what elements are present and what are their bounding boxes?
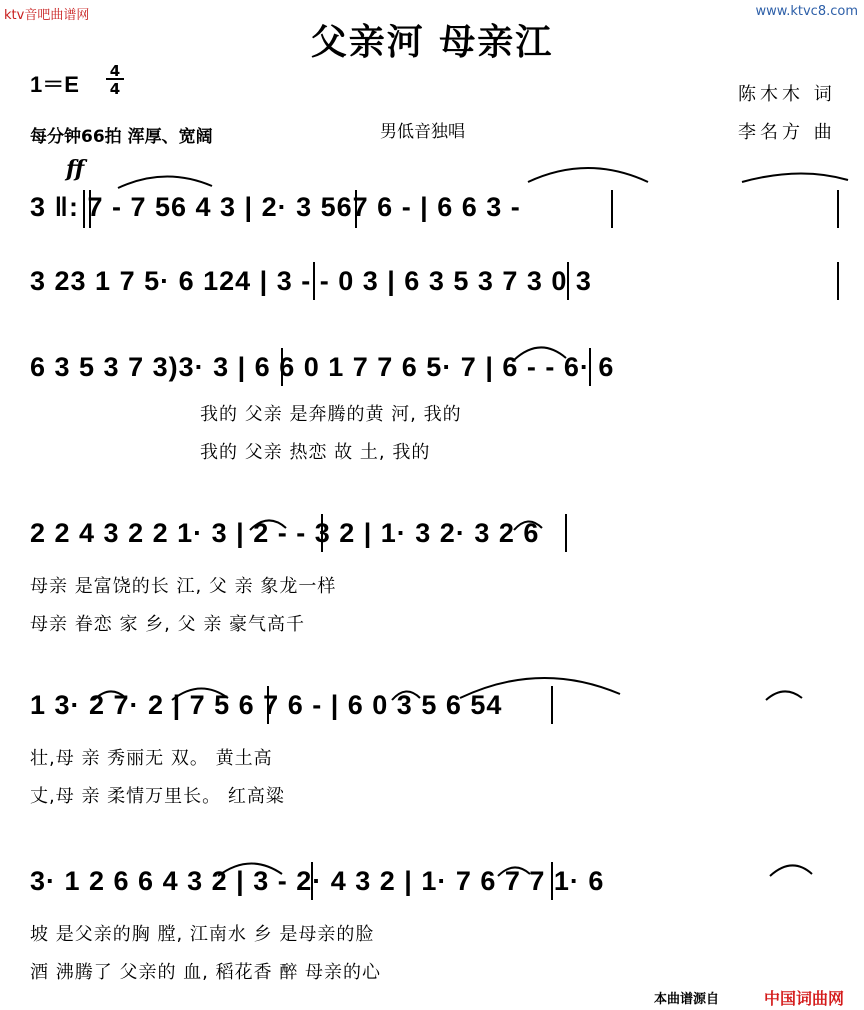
- notation-row-1: 3 ‖: 7 - 7 56 4 3 | 2· 3 567 6 - | 6 6 3 -: [30, 192, 521, 222]
- notation-row-3: 6 3 5 3 7 3)3· 3 | 6 6 0 1 7 7 6 5· 7 | 6 - - 6· 6: [30, 352, 615, 382]
- notation-row-5: 1 3· 2 7· 2 | 7 5 6 7 6 - | 6 0 3 5 6 54: [30, 690, 503, 720]
- lyric-row-3-verse-2: 我的 父亲 热恋 故 土, 我的: [200, 442, 431, 463]
- lyric-row-5-verse-1: 壮,母 亲 秀丽无 双。 黄土高: [30, 748, 273, 769]
- voice-type: 男低音独唱: [380, 122, 465, 142]
- lyric-row-3-verse-1: 我的 父亲 是奔腾的黄 河, 我的: [200, 404, 462, 425]
- song-title: 父亲河 母亲江: [310, 21, 554, 63]
- dynamic-marking: ff: [66, 156, 85, 182]
- time-signature-bottom: 4: [109, 80, 121, 98]
- tempo-marking: 每分钟66拍 浑厚、宽阔: [30, 127, 213, 147]
- key-signature: 1＝E: [30, 72, 79, 97]
- lyricist-credit: 陈木木 词: [738, 84, 836, 105]
- lyric-row-6-verse-2: 酒 沸腾了 父亲的 血, 稻花香 醉 母亲的心: [30, 962, 382, 983]
- notation-row-6: 3· 1 2 6 6 4 3 2 | 3 - 2· 4 3 2 | 1· 7 6 7 7 1· 6: [30, 866, 605, 896]
- watermark-right: www.ktvc8.com: [755, 4, 858, 19]
- composer-credit: 李名方 曲: [738, 122, 836, 143]
- watermark-left: ktv音吧曲谱网: [4, 8, 90, 23]
- lyric-row-5-verse-2: 丈,母 亲 柔情万里长。 红高粱: [30, 786, 285, 807]
- lyric-row-6-verse-1: 坡 是父亲的胸 膛, 江南水 乡 是母亲的脸: [30, 924, 375, 945]
- footer-site-link[interactable]: 中国词曲网: [764, 989, 845, 1008]
- time-signature-top: 4: [109, 62, 121, 80]
- lyric-row-4-verse-2: 母亲 眷恋 家 乡, 父 亲 豪气高千: [30, 614, 306, 635]
- footer-source-label: 本曲谱源自: [654, 992, 720, 1007]
- notation-row-4: 2 2 4 3 2 2 1· 3 | 2 - - 3 2 | 1· 3 2· 3 2 6: [30, 518, 540, 548]
- lyric-row-4-verse-1: 母亲 是富饶的长 江, 父 亲 象龙一样: [30, 576, 337, 597]
- notation-row-2: 3 23 1 7 5· 6 124 | 3 - - 0 3 | 6 3 5 3 7 3 0 3: [30, 266, 592, 296]
